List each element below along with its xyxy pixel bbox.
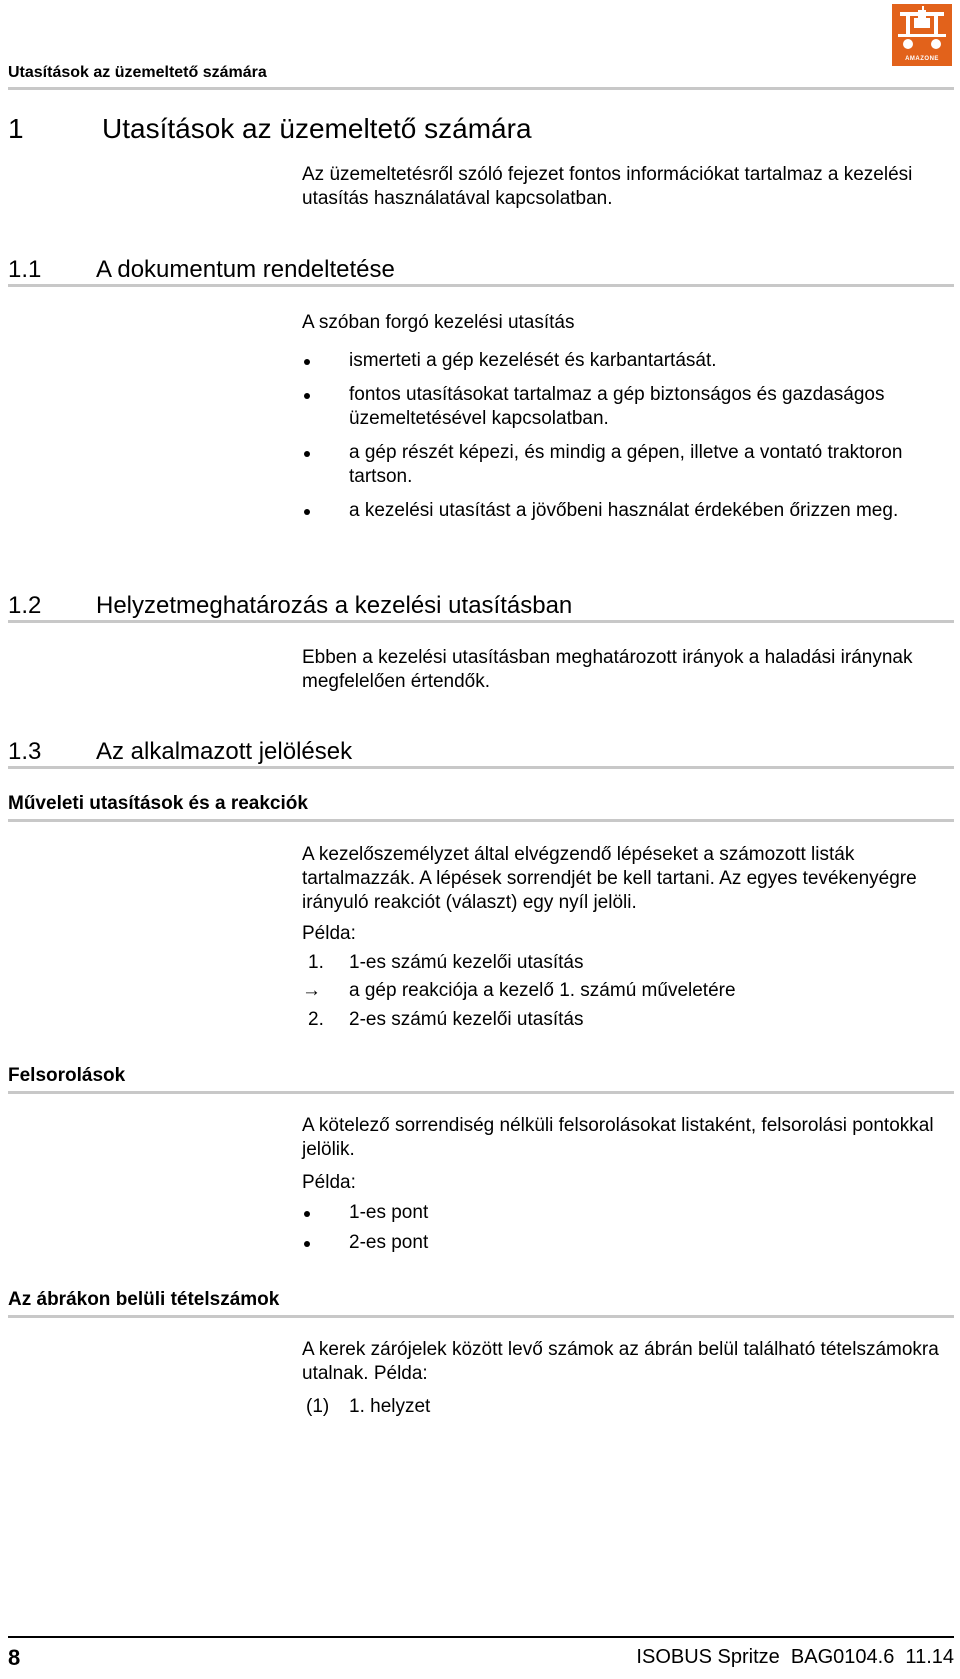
list-item-text: a kezelési utasítást a jövőbeni használat érdekében őrizzen meg.: [349, 500, 899, 521]
section-number: 1.2: [8, 592, 42, 619]
reaction-item: [302, 979, 942, 1003]
position-marker: (1): [306, 1396, 330, 1417]
reaction-text: a gép reakciója a kezelő 1. számú műveletére: [349, 980, 736, 1001]
lists-text: A kötelező sorrendiség nélküli felsorolásokat listaként, felsorolási pontokkal jelölik.: [302, 1115, 934, 1160]
chapter-intro: Az üzemeltetésről szóló fejezet fontos információkat tartalmaz a kezelési utasítás használatával kapcsolatban.: [302, 164, 913, 209]
position-text: 1. helyzet: [349, 1396, 431, 1417]
step-item: [302, 1008, 942, 1032]
subheading-divider: [8, 1091, 954, 1094]
amazone-logo: [892, 4, 952, 66]
tractor-sprayer-icon: [892, 4, 952, 54]
chapter-title: Utasítások az üzemeltető számára: [102, 113, 532, 144]
bullet-icon: [304, 1211, 310, 1217]
example-label: Példa:: [302, 923, 356, 944]
step-text: 1-es számú kezelői utasítás: [349, 952, 584, 973]
list-item: [302, 383, 942, 431]
footer-divider: [8, 1636, 954, 1638]
position-example: [302, 1395, 942, 1419]
section-divider: [8, 620, 954, 623]
page-number: 8: [8, 1645, 21, 1670]
list-item-text: a gép részét képezi, és mindig a gépen, illetve a vontató traktoron tartson.: [349, 442, 903, 487]
logo-wordmark: AMAZONE: [905, 56, 939, 62]
section-1-1-heading: [8, 256, 395, 284]
section-title: Az alkalmazott jelölések: [96, 738, 353, 765]
chapter-number: 1: [8, 113, 24, 144]
list-item: [302, 349, 942, 373]
list-item-text: fontos utasításokat tartalmaz a gép biztonságos és gazdaságos üzemeltetésével kapcsolatban.: [349, 384, 885, 429]
section-1-2-heading: [8, 592, 572, 620]
section-1-1-intro: A szóban forgó kezelési utasítás: [302, 312, 575, 333]
example-label: Példa:: [302, 1172, 356, 1193]
arrow-right-icon: →: [302, 980, 321, 1001]
bullet-icon: [304, 359, 310, 365]
list-item-text: ismerteti a gép kezelését és karbantartását.: [349, 350, 717, 371]
section-number: 1.3: [8, 738, 42, 765]
subheading-lists: Felsorolások: [8, 1065, 126, 1086]
section-1-2-text: Ebben a kezelési utasításban meghatározott irányok a haladási iránynak megfelelően értendők.: [302, 647, 913, 692]
bullet-icon: [304, 1241, 310, 1247]
running-header: Utasítások az üzemeltető számára: [8, 64, 267, 81]
step-text: 2-es számú kezelői utasítás: [349, 1009, 584, 1030]
section-title: Helyzetmeghatározás a kezelési utasításban: [96, 592, 573, 619]
list-item: [302, 441, 942, 489]
list-item: [302, 499, 942, 547]
list-item-text: 2-es pont: [349, 1232, 429, 1253]
positions-text: A kerek zárójelek között levő számok az ábrán belül található tételszámokra utalnak. Példa:: [302, 1339, 939, 1384]
step-number: 1.: [308, 952, 324, 973]
step-number: 2.: [308, 1009, 324, 1030]
subheading-operations: Műveleti utasítások és a reakciók: [8, 793, 308, 814]
bullet-icon: [304, 451, 310, 457]
list-item-text: 1-es pont: [349, 1202, 429, 1223]
subheading-positions: Az ábrákon belüli tételszámok: [8, 1289, 280, 1310]
list-item: [302, 1231, 942, 1255]
section-divider: [8, 284, 954, 287]
chapter-heading: [8, 113, 532, 145]
section-1-3-heading: [8, 738, 352, 766]
section-divider: [8, 766, 954, 769]
header-divider: [8, 87, 954, 90]
step-item: [302, 951, 942, 975]
section-title: A dokumentum rendeltetése: [96, 256, 395, 283]
subheading-divider: [8, 1315, 954, 1318]
section-number: 1.1: [8, 256, 42, 283]
subheading-divider: [8, 819, 954, 822]
bullet-icon: [304, 393, 310, 399]
document-id: ISOBUS Spritze BAG0104.6 11.14: [636, 1646, 954, 1668]
operations-text: A kezelőszemélyzet által elvégzendő lépéseket a számozott listák tartalmazzák. A lépések sorrendjét be kell tartani. Az egyes tevékenyégre irányuló reakciót (választ) egy nyíl jelöli.: [302, 844, 917, 913]
list-item: [302, 1201, 942, 1225]
bullet-icon: [304, 509, 310, 515]
